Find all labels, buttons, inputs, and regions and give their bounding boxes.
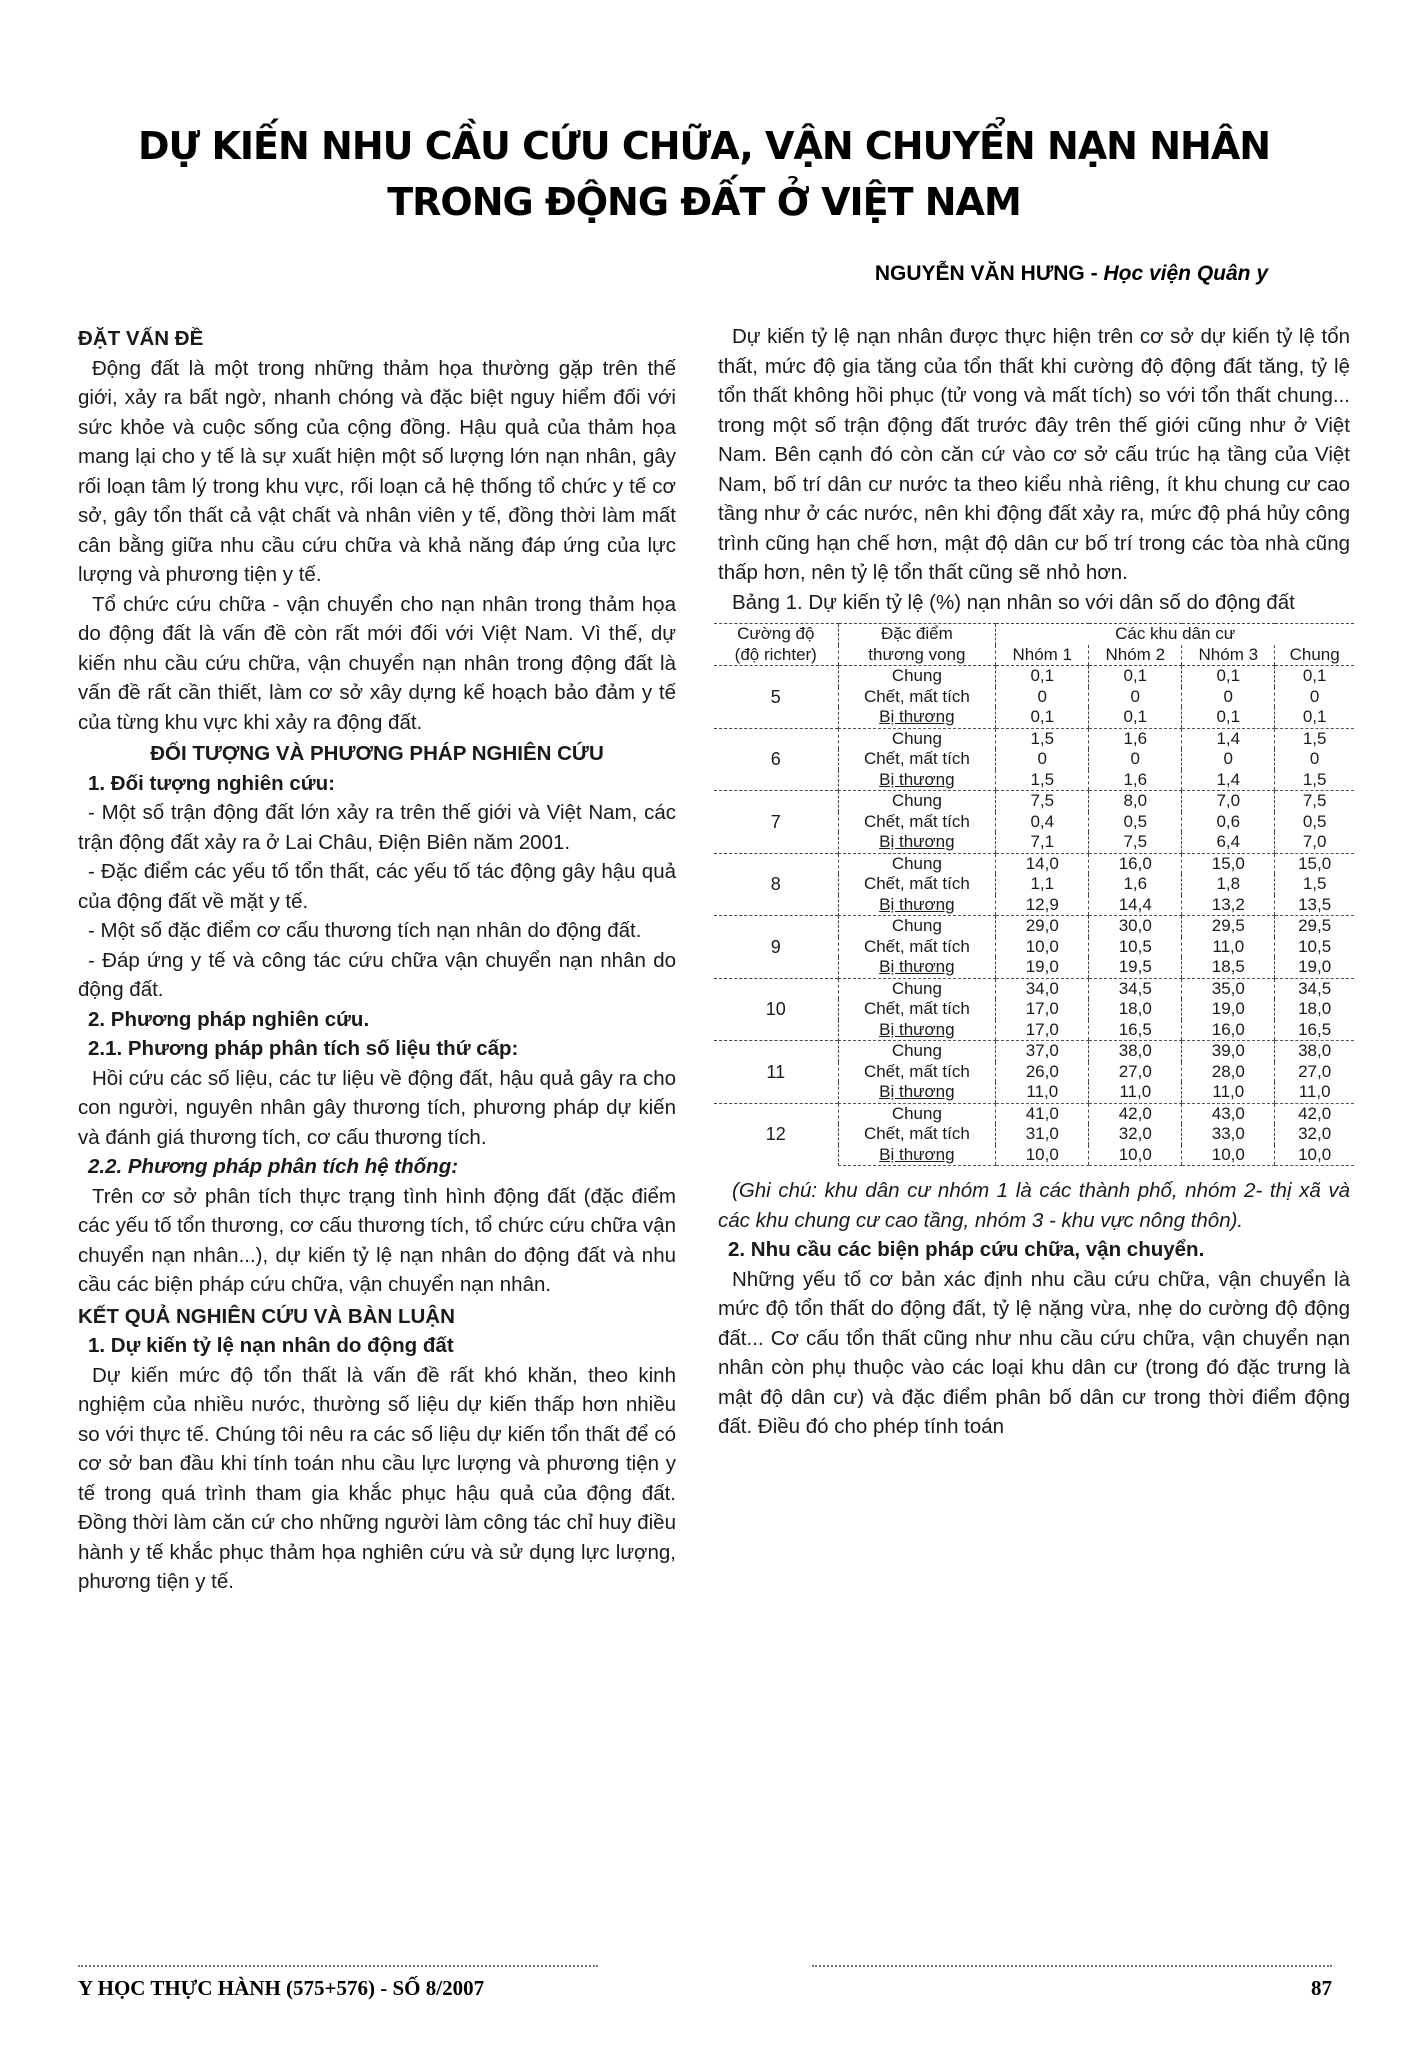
author-line (875, 262, 1268, 286)
casualty-type-cell: Bị thương (838, 957, 996, 978)
value-cell: 10,0 (1275, 1145, 1354, 1166)
th-groups: Các khu dân cư (996, 624, 1354, 645)
casualty-type-cell: Chung (838, 978, 996, 999)
method-2-1-paragraph: Hồi cứu các số liệu, các tư liệu về động đất, hậu quả gây ra cho con người, nguyên nhân gây thương tích, phương pháp dự kiến và đánh giá thương tích, cơ cấu thương tích. (78, 1066, 676, 1149)
heading-method-2-1: 2.1. Phương pháp phân tích số liệu thứ cấp: (88, 1037, 519, 1060)
value-cell: 1,6 (1089, 874, 1182, 895)
value-cell: 0,1 (1182, 707, 1275, 728)
value-cell: 30,0 (1089, 916, 1182, 937)
value-cell: 0,6 (1182, 812, 1275, 833)
author-affiliation: Học viện Quân y (1103, 262, 1268, 285)
journal-footer: Y HỌC THỰC HÀNH (575+576) - SỐ 8/2007 (78, 1976, 485, 2000)
table-row (714, 666, 1354, 687)
intro-paragraph-1: Động đất là một trong những thảm họa thường gặp trên thế giới, xảy ra bất ngờ, nhanh chóng và đặc biệt nguy hiểm đối với sức khỏe và cuộc sống của cộng đồng. Hậu quả của thảm họa mang lại cho y tế là sự xuất hiện một số lượng lớn nạn nhân, gây rối loạn tâm lý trong khu vực, rối loạn cả hệ thống tổ chức y tế cơ sở, gây tổn thất cả vật chất và nhân viên y tế, đồng thời làm mất cân bằng giữa nhu cầu cứu chữa và khả năng đáp ứng của lực lượng và phương tiện y tế. (78, 356, 676, 586)
value-cell: 1,8 (1182, 874, 1275, 895)
value-cell: 0,1 (996, 707, 1089, 728)
value-cell: 1,4 (1182, 728, 1275, 749)
value-cell: 27,0 (1275, 1062, 1354, 1083)
value-cell: 7,0 (1182, 791, 1275, 812)
heading-result-1: 1. Dự kiến tỷ lệ nạn nhân do động đất (88, 1334, 454, 1357)
casualty-type-cell: Chết, mất tích (838, 999, 996, 1020)
value-cell: 7,5 (1089, 832, 1182, 853)
value-cell: 1,6 (1089, 728, 1182, 749)
subject-item-4: - Đáp ứng y tế và công tác cứu chữa vận chuyển nạn nhân do động đất. (78, 948, 676, 1001)
page-number: 87 (1311, 1976, 1332, 2000)
table-row (714, 728, 1354, 749)
subject-item-3: - Một số đặc điểm cơ cấu thương tích nạn nhân do động đất. (88, 919, 642, 942)
heading-results: KẾT QUẢ NGHIÊN CỨU VÀ BÀN LUẬN (78, 1304, 455, 1328)
value-cell: 13,5 (1275, 895, 1354, 916)
value-cell: 17,0 (996, 1020, 1089, 1041)
table-row (714, 1103, 1354, 1124)
value-cell: 10,0 (1089, 1145, 1182, 1166)
value-cell: 14,4 (1089, 895, 1182, 916)
title-line-1: DỰ KIẾN NHU CẦU CỨU CHỮA, VẬN CHUYỂN NẠN NHÂN (137, 124, 1271, 168)
table-row (714, 916, 1354, 937)
th-trait: Đặc điểm (838, 624, 996, 645)
value-cell: 0,1 (1275, 707, 1354, 728)
value-cell: 31,0 (996, 1124, 1089, 1145)
value-cell: 0 (1089, 749, 1182, 770)
intensity-cell: 7 (714, 791, 838, 854)
intensity-cell: 12 (714, 1103, 838, 1166)
casualty-type-cell: Chết, mất tích (838, 749, 996, 770)
table-caption: Bảng 1. Dự kiến tỷ lệ (%) nạn nhân so với dân số do động đất (732, 590, 1295, 614)
intensity-cell: 9 (714, 916, 838, 979)
value-cell: 14,0 (996, 853, 1089, 874)
value-cell: 34,5 (1275, 978, 1354, 999)
value-cell: 0,4 (996, 812, 1089, 833)
method-2-2-paragraph: Trên cơ sở phân tích thực trạng tình hình động đất (đặc điểm các yếu tố tổn thương, cơ cấu thương tích, tổ chức cứu chữa vận chuyển nạn nhân...), dự kiến tỷ lệ nạn nhân do động đất và nhu cầu các biện pháp cứu chữa, vận chuyển nạn nhân. (78, 1184, 676, 1296)
value-cell: 28,0 (1182, 1062, 1275, 1083)
value-cell: 7,5 (1275, 791, 1354, 812)
intensity-cell: 11 (714, 1041, 838, 1104)
value-cell: 27,0 (1089, 1062, 1182, 1083)
left-column (78, 322, 676, 1597)
value-cell: 32,0 (1089, 1124, 1182, 1145)
value-cell: 12,9 (996, 895, 1089, 916)
value-cell: 34,5 (1089, 978, 1182, 999)
th-group-1: Nhóm 1 (996, 645, 1089, 666)
value-cell: 11,0 (996, 1082, 1089, 1103)
footer-rule-right (812, 1965, 1332, 1967)
table-row (714, 791, 1354, 812)
th-intensity: Cường độ (714, 624, 838, 645)
value-cell: 7,1 (996, 832, 1089, 853)
subject-item-2: - Đặc điểm các yếu tố tổn thất, các yếu tố tác động gây hậu quả của động đất về mặt y tế. (78, 860, 676, 913)
table-row (714, 978, 1354, 999)
value-cell: 0,1 (1275, 666, 1354, 687)
casualty-type-cell: Bị thương (838, 1020, 996, 1041)
casualty-type-cell: Chung (838, 1041, 996, 1062)
intensity-cell: 6 (714, 728, 838, 791)
casualty-type-cell: Chung (838, 916, 996, 937)
value-cell: 18,0 (1275, 999, 1354, 1020)
heading-methods: ĐỐI TƯỢNG VÀ PHƯƠNG PHÁP NGHIÊN CỨU (150, 742, 604, 765)
value-cell: 33,0 (1182, 1124, 1275, 1145)
value-cell: 11,0 (1182, 937, 1275, 958)
value-cell: 11,0 (1182, 1082, 1275, 1103)
casualty-type-cell: Chết, mất tích (838, 1124, 996, 1145)
heading-result-2: 2. Nhu cầu các biện pháp cứu chữa, vận chuyển. (728, 1238, 1205, 1261)
value-cell: 11,0 (1275, 1082, 1354, 1103)
value-cell: 0,1 (1089, 707, 1182, 728)
casualty-type-cell: Chung (838, 1103, 996, 1124)
value-cell: 10,5 (1275, 937, 1354, 958)
value-cell: 43,0 (1182, 1103, 1275, 1124)
value-cell: 42,0 (1275, 1103, 1354, 1124)
value-cell: 29,0 (996, 916, 1089, 937)
value-cell: 26,0 (996, 1062, 1089, 1083)
casualty-type-cell: Bị thương (838, 895, 996, 916)
value-cell: 1,6 (1089, 770, 1182, 791)
author-name: NGUYỄN VĂN HƯNG (874, 262, 1085, 285)
value-cell: 35,0 (1182, 978, 1275, 999)
value-cell: 15,0 (1182, 853, 1275, 874)
th-total: Chung (1275, 645, 1354, 666)
heading-method-2-2: 2.2. Phương pháp phân tích hệ thống: (88, 1155, 459, 1178)
table-row (714, 853, 1354, 874)
value-cell: 41,0 (996, 1103, 1089, 1124)
value-cell: 0 (1089, 687, 1182, 708)
intensity-cell: 5 (714, 666, 838, 729)
casualty-type-cell: Chung (838, 853, 996, 874)
value-cell: 16,0 (1182, 1020, 1275, 1041)
value-cell: 19,0 (1275, 957, 1354, 978)
value-cell: 29,5 (1275, 916, 1354, 937)
value-cell: 0 (996, 687, 1089, 708)
value-cell: 19,0 (1182, 999, 1275, 1020)
value-cell: 0,1 (996, 666, 1089, 687)
value-cell: 19,5 (1089, 957, 1182, 978)
value-cell: 1,5 (996, 728, 1089, 749)
value-cell: 29,5 (1182, 916, 1275, 937)
value-cell: 0,1 (1182, 666, 1275, 687)
footer-rule-left (78, 1965, 598, 1967)
value-cell: 38,0 (1089, 1041, 1182, 1062)
casualty-type-cell: Bị thương (838, 770, 996, 791)
casualty-type-cell: Chết, mất tích (838, 1062, 996, 1083)
casualty-type-cell: Chung (838, 728, 996, 749)
th-group-3: Nhóm 3 (1182, 645, 1275, 666)
value-cell: 0,5 (1089, 812, 1182, 833)
value-cell: 32,0 (1275, 1124, 1354, 1145)
value-cell: 7,5 (996, 791, 1089, 812)
value-cell: 11,0 (1089, 1082, 1182, 1103)
result-1-paragraph: Dự kiến mức độ tổn thất là vấn đề rất khó khăn, theo kinh nghiệm của nhiều nước, thường số liệu dự kiến thấp hơn nhiều so với thực tế. Chúng tôi nêu ra các số liệu dự kiến tổn thất để có cơ sở ban đầu khi tính toán nhu cầu lực lượng và phương tiện y tế trong quá trình tham gia khắc phục hậu quả của động đất. Đồng thời làm căn cứ cho những người làm công tác chỉ huy điều hành y tế khắc phục thảm họa nghiên cứu và sử dụng lực lượng, phương tiện y tế. (78, 1363, 676, 1593)
right-column (718, 322, 1350, 1442)
value-cell: 42,0 (1089, 1103, 1182, 1124)
subject-item-1: - Một số trận động đất lớn xảy ra trên thế giới và Việt Nam, các trận động đất xảy ra ở Lai Châu, Điện Biên năm 2001. (78, 801, 676, 854)
casualty-type-cell: Chết, mất tích (838, 874, 996, 895)
value-cell: 7,0 (1275, 832, 1354, 853)
th-trait-2: thương vong (838, 645, 996, 666)
value-cell: 1,4 (1182, 770, 1275, 791)
value-cell: 1,5 (1275, 728, 1354, 749)
value-cell: 19,0 (996, 957, 1089, 978)
value-cell: 10,0 (996, 937, 1089, 958)
value-cell: 1,5 (1275, 770, 1354, 791)
value-cell: 0,1 (1089, 666, 1182, 687)
value-cell: 0,5 (1275, 812, 1354, 833)
casualty-type-cell: Chết, mất tích (838, 937, 996, 958)
casualty-type-cell: Bị thương (838, 1145, 996, 1166)
intensity-cell: 8 (714, 853, 838, 916)
casualty-type-cell: Chung (838, 791, 996, 812)
value-cell: 39,0 (1182, 1041, 1275, 1062)
th-group-2: Nhóm 2 (1089, 645, 1182, 666)
value-cell: 16,0 (1089, 853, 1182, 874)
heading-introduction: ĐẶT VẤN ĐỀ (78, 327, 204, 350)
value-cell: 8,0 (1089, 791, 1182, 812)
casualty-type-cell: Bị thương (838, 832, 996, 853)
right-paragraph-1: Dự kiến tỷ lệ nạn nhân được thực hiện trên cơ sở dự kiến tỷ lệ tổn thất, mức độ gia tăng của tổn thất khi cường độ động đất tăng, tỷ lệ tổn thất không hồi phục (tử vong và mất tích) so với tổn thất chung... trong một số trận động đất trước đây trên thế giới cũng như ở Việt Nam. Bên cạnh đó còn căn cứ vào cơ sở cấu trúc hạ tầng của Việt Nam, bố trí dân cư nước ta theo kiểu nhà riêng, ít khu chung cư cao tầng như ở các nước, nên khi động đất xảy ra, mức độ phá hủy công trình cũng hạn chế hơn, mật độ dân cư bố trí trong các tòa nhà cũng thấp hơn, nên tỷ lệ tổn thất cũng sẽ nhỏ hơn. (718, 325, 1350, 584)
value-cell: 18,0 (1089, 999, 1182, 1020)
value-cell: 10,0 (996, 1145, 1089, 1166)
value-cell: 1,5 (1275, 874, 1354, 895)
right-paragraph-2: Những yếu tố cơ bản xác định nhu cầu cứu chữa, vận chuyển là mức độ tổn thất do động đất, tỷ lệ nặng vừa, nhẹ do cường độ động đất... Cơ cấu tổn thất cũng như nhu cầu cứu chữa, vận chuyển nạn nhân còn phụ thuộc vào các loại khu dân cư (trong đó đặc trưng là mật độ dân cư) và đặc điểm phân bố dân cư trong thời điểm động đất. Điều đó cho phép tính toán (718, 1267, 1350, 1438)
value-cell: 13,2 (1182, 895, 1275, 916)
value-cell: 0 (996, 749, 1089, 770)
value-cell: 0 (1182, 687, 1275, 708)
casualty-type-cell: Bị thương (838, 707, 996, 728)
value-cell: 17,0 (996, 999, 1089, 1020)
value-cell: 1,1 (996, 874, 1089, 895)
title-line-2: TRONG ĐỘNG ĐẤT Ở VIỆT NAM (387, 180, 1021, 224)
intensity-cell: 10 (714, 978, 838, 1041)
value-cell: 34,0 (996, 978, 1089, 999)
value-cell: 6,4 (1182, 832, 1275, 853)
value-cell: 16,5 (1089, 1020, 1182, 1041)
value-cell: 0 (1182, 749, 1275, 770)
casualty-table (714, 623, 1354, 1166)
heading-method: 2. Phương pháp nghiên cứu. (88, 1007, 370, 1031)
value-cell: 10,0 (1182, 1145, 1275, 1166)
value-cell: 10,5 (1089, 937, 1182, 958)
table-body (714, 666, 1354, 1166)
casualty-type-cell: Chung (838, 666, 996, 687)
article-title (0, 118, 1408, 230)
th-intensity-unit: (độ richter) (714, 645, 838, 666)
value-cell: 1,5 (996, 770, 1089, 791)
value-cell: 16,5 (1275, 1020, 1354, 1041)
value-cell: 0 (1275, 749, 1354, 770)
table-note: (Ghi chú: khu dân cư nhóm 1 là các thành phố, nhóm 2- thị xã và các khu chung cư cao tầng, nhóm 3 - khu vực nông thôn). (718, 1179, 1350, 1232)
casualty-type-cell: Chết, mất tích (838, 687, 996, 708)
table-row (714, 1041, 1354, 1062)
value-cell: 38,0 (1275, 1041, 1354, 1062)
intro-paragraph-2: Tổ chức cứu chữa - vận chuyển cho nạn nhân trong thảm họa do động đất là vấn đề còn rất mới đối với Việt Nam. Vì thế, dự kiến nhu cầu cứu chữa, vận chuyển nạn nhân trong động đất là vấn đề rất cần thiết, làm cơ sở xây dựng kế hoạch bảo đảm y tế của từng khu vực khi xảy ra động đất. (78, 592, 676, 734)
casualty-type-cell: Chết, mất tích (838, 812, 996, 833)
value-cell: 37,0 (996, 1041, 1089, 1062)
casualty-type-cell: Bị thương (838, 1082, 996, 1103)
value-cell: 18,5 (1182, 957, 1275, 978)
heading-subjects: 1. Đối tượng nghiên cứu: (88, 771, 335, 795)
value-cell: 0 (1275, 687, 1354, 708)
value-cell: 15,0 (1275, 853, 1354, 874)
author-separator: - (1084, 262, 1104, 285)
